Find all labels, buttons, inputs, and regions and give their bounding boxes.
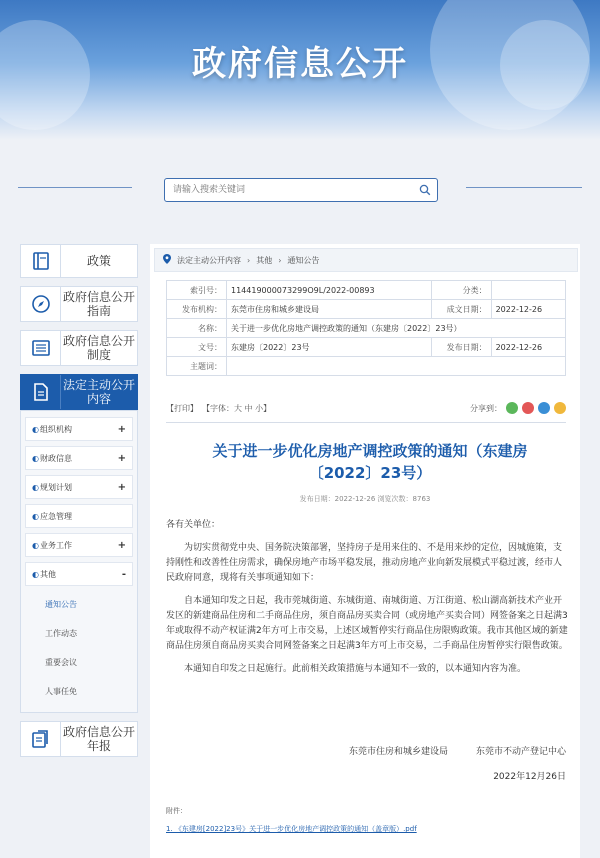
sidebar-item-system[interactable] [20, 330, 138, 366]
document-body [166, 518, 570, 685]
submenu-leaf-meeting[interactable]: 重要会议 [45, 658, 77, 667]
wechat-icon[interactable] [506, 402, 518, 414]
search-bar [164, 178, 438, 202]
sidebar-item-label: 政府信息公开指南 [62, 290, 135, 318]
attachment-link[interactable]: 1. 《东建房[2022]23号》关于进一步优化房地产调控政策的通知（盖章版）.pdf [166, 825, 417, 833]
submenu-item[interactable] [25, 475, 133, 499]
meta-value [491, 281, 565, 300]
document-publish-meta: 发布日期：2022-12-26 浏览次数：8763 [299, 495, 431, 503]
submenu-label: 应急管理 [40, 511, 72, 521]
banner [0, 0, 600, 140]
paragraph: 本通知自印发之日起施行。此前相关政策措施与本通知不一致的，以本通知内容为准。 [184, 664, 527, 674]
book-icon [21, 245, 61, 277]
share-label: 分享到： [470, 403, 502, 413]
list-icon [21, 331, 61, 365]
search-input[interactable] [165, 180, 413, 200]
meta-key: 发布日期： [431, 338, 491, 357]
submenu-leaf-notice[interactable]: 通知公告 [45, 600, 77, 609]
weibo-icon[interactable] [522, 402, 534, 414]
submenu-item[interactable] [25, 417, 133, 441]
folder-doc-icon [21, 722, 61, 756]
submenu-label: 财政信息 [40, 453, 72, 463]
meta-key: 名称： [167, 319, 227, 338]
attachments [166, 806, 417, 834]
breadcrumb [154, 248, 578, 272]
meta-key: 主题词： [167, 357, 227, 376]
submenu-item[interactable] [25, 446, 133, 470]
meta-value: 2022-12-26 [491, 300, 565, 319]
salutation: 各有关单位： [166, 520, 221, 530]
meta-key: 成文日期： [431, 300, 491, 319]
collapse-icon[interactable]: - [121, 568, 126, 580]
breadcrumb-link[interactable]: 其他 [256, 255, 273, 265]
expand-icon[interactable]: + [117, 539, 126, 551]
submenu-leaf-work[interactable]: 工作动态 [45, 629, 77, 638]
bullet-icon: ◐ [32, 511, 39, 521]
meta-value: 114419000073299O9L/2022-00893 [227, 281, 432, 300]
sidebar-item-active-content[interactable] [20, 374, 138, 410]
submenu-label: 其他 [40, 569, 56, 579]
location-pin-icon [163, 254, 171, 266]
sidebar-submenu [20, 410, 138, 713]
attachment-label: 附件： [166, 807, 187, 815]
meta-value: 东建房〔2022〕23号 [227, 338, 432, 357]
signer: 东莞市不动产登记中心 [475, 747, 566, 757]
submenu-label: 业务工作 [40, 540, 72, 550]
submenu-label: 规划计划 [40, 482, 72, 492]
bullet-icon: ◐ [32, 569, 39, 579]
compass-icon [21, 287, 61, 321]
print-button[interactable]: 【打印】 [166, 403, 198, 413]
search-divider-left [18, 187, 132, 188]
signature-date: 2022年12月26日 [493, 772, 566, 782]
paragraph: 自本通知印发之日起，我市莞城街道、东城街道、南城街道、万江街道、松山湖高新技术产业开发区的新建商品住房和二手商品住房，须自商品房买卖合同（或房地产买卖合同）网签备案之日起满3年或取得不动产权证满2年方可上市交易，上述区域暂停实行商品住房限购政策。我市其他区域的新建商品住房须自商品房买卖合同网签备案之日起满3年方可上市交易，二手商品住房暂停实行限售政策。 [166, 596, 568, 651]
chevron-right-icon: › [278, 255, 282, 265]
breadcrumb-current[interactable]: 通知公告 [287, 255, 320, 265]
bullet-icon: ◐ [32, 540, 39, 550]
divider [166, 422, 566, 423]
sidebar-item-guide[interactable] [20, 286, 138, 322]
submenu-label: 组织机构 [40, 424, 72, 434]
sidebar-item-annual-report[interactable] [20, 721, 138, 757]
document-meta-table [166, 280, 566, 376]
submenu-item[interactable] [25, 533, 133, 557]
meta-key: 发布机构： [167, 300, 227, 319]
document-title-line: 〔2022〕23号） [308, 464, 432, 482]
qq-icon[interactable] [538, 402, 550, 414]
search-divider-right [466, 187, 582, 188]
meta-key: 分类： [431, 281, 491, 300]
sidebar-item-label: 政府信息公开制度 [62, 334, 135, 362]
font-size-selector[interactable]: 【字体：大 中 小】 [202, 403, 272, 413]
meta-value [227, 357, 566, 376]
chevron-right-icon: › [247, 255, 251, 265]
expand-icon[interactable]: + [117, 423, 126, 435]
qzone-icon[interactable] [554, 402, 566, 414]
sidebar-item-label: 政策 [86, 254, 111, 268]
submenu-item[interactable] [25, 504, 133, 528]
content-panel [150, 244, 580, 858]
meta-key: 文号： [167, 338, 227, 357]
submenu-item[interactable] [25, 562, 133, 586]
meta-value: 2022-12-26 [491, 338, 565, 357]
share-group [470, 402, 566, 414]
sidebar-item-label: 政府信息公开年报 [62, 725, 135, 753]
meta-value: 关于进一步优化房地产调控政策的通知（东建房〔2022〕23号） [227, 319, 566, 338]
bullet-icon: ◐ [32, 453, 39, 463]
meta-value: 东莞市住房和城乡建设局 [227, 300, 432, 319]
article-toolbar [166, 400, 566, 416]
breadcrumb-link[interactable]: 法定主动公开内容 [177, 255, 241, 265]
search-icon[interactable] [413, 179, 437, 201]
bullet-icon: ◐ [32, 482, 39, 492]
sidebar-item-policy[interactable] [20, 244, 138, 278]
banner-title: 政府信息公开 [192, 44, 408, 84]
signer: 东莞市住房和城乡建设局 [348, 747, 448, 757]
submenu-children [25, 586, 133, 706]
expand-icon[interactable]: + [117, 481, 126, 493]
document-icon [21, 375, 61, 409]
submenu-leaf-personnel[interactable]: 人事任免 [45, 687, 77, 696]
document-title [180, 440, 560, 484]
sidebar-item-label: 法定主动公开内容 [62, 378, 135, 406]
meta-key: 索引号： [167, 281, 227, 300]
signature-block [349, 744, 566, 782]
bullet-icon: ◐ [32, 424, 39, 434]
paragraph: 为切实贯彻党中央、国务院决策部署，坚持房子是用来住的、不是用来炒的定位，因城施策，支持刚性和改善性住房需求，确保房地产市场平稳发展，推动房地产业向新发展模式平稳过渡，经市人民政府同意，现将有关事项通知如下： [166, 543, 563, 583]
expand-icon[interactable]: + [117, 452, 126, 464]
document-title-line: 关于进一步优化房地产调控政策的通知（东建房 [212, 442, 528, 460]
sidebar [20, 244, 138, 765]
